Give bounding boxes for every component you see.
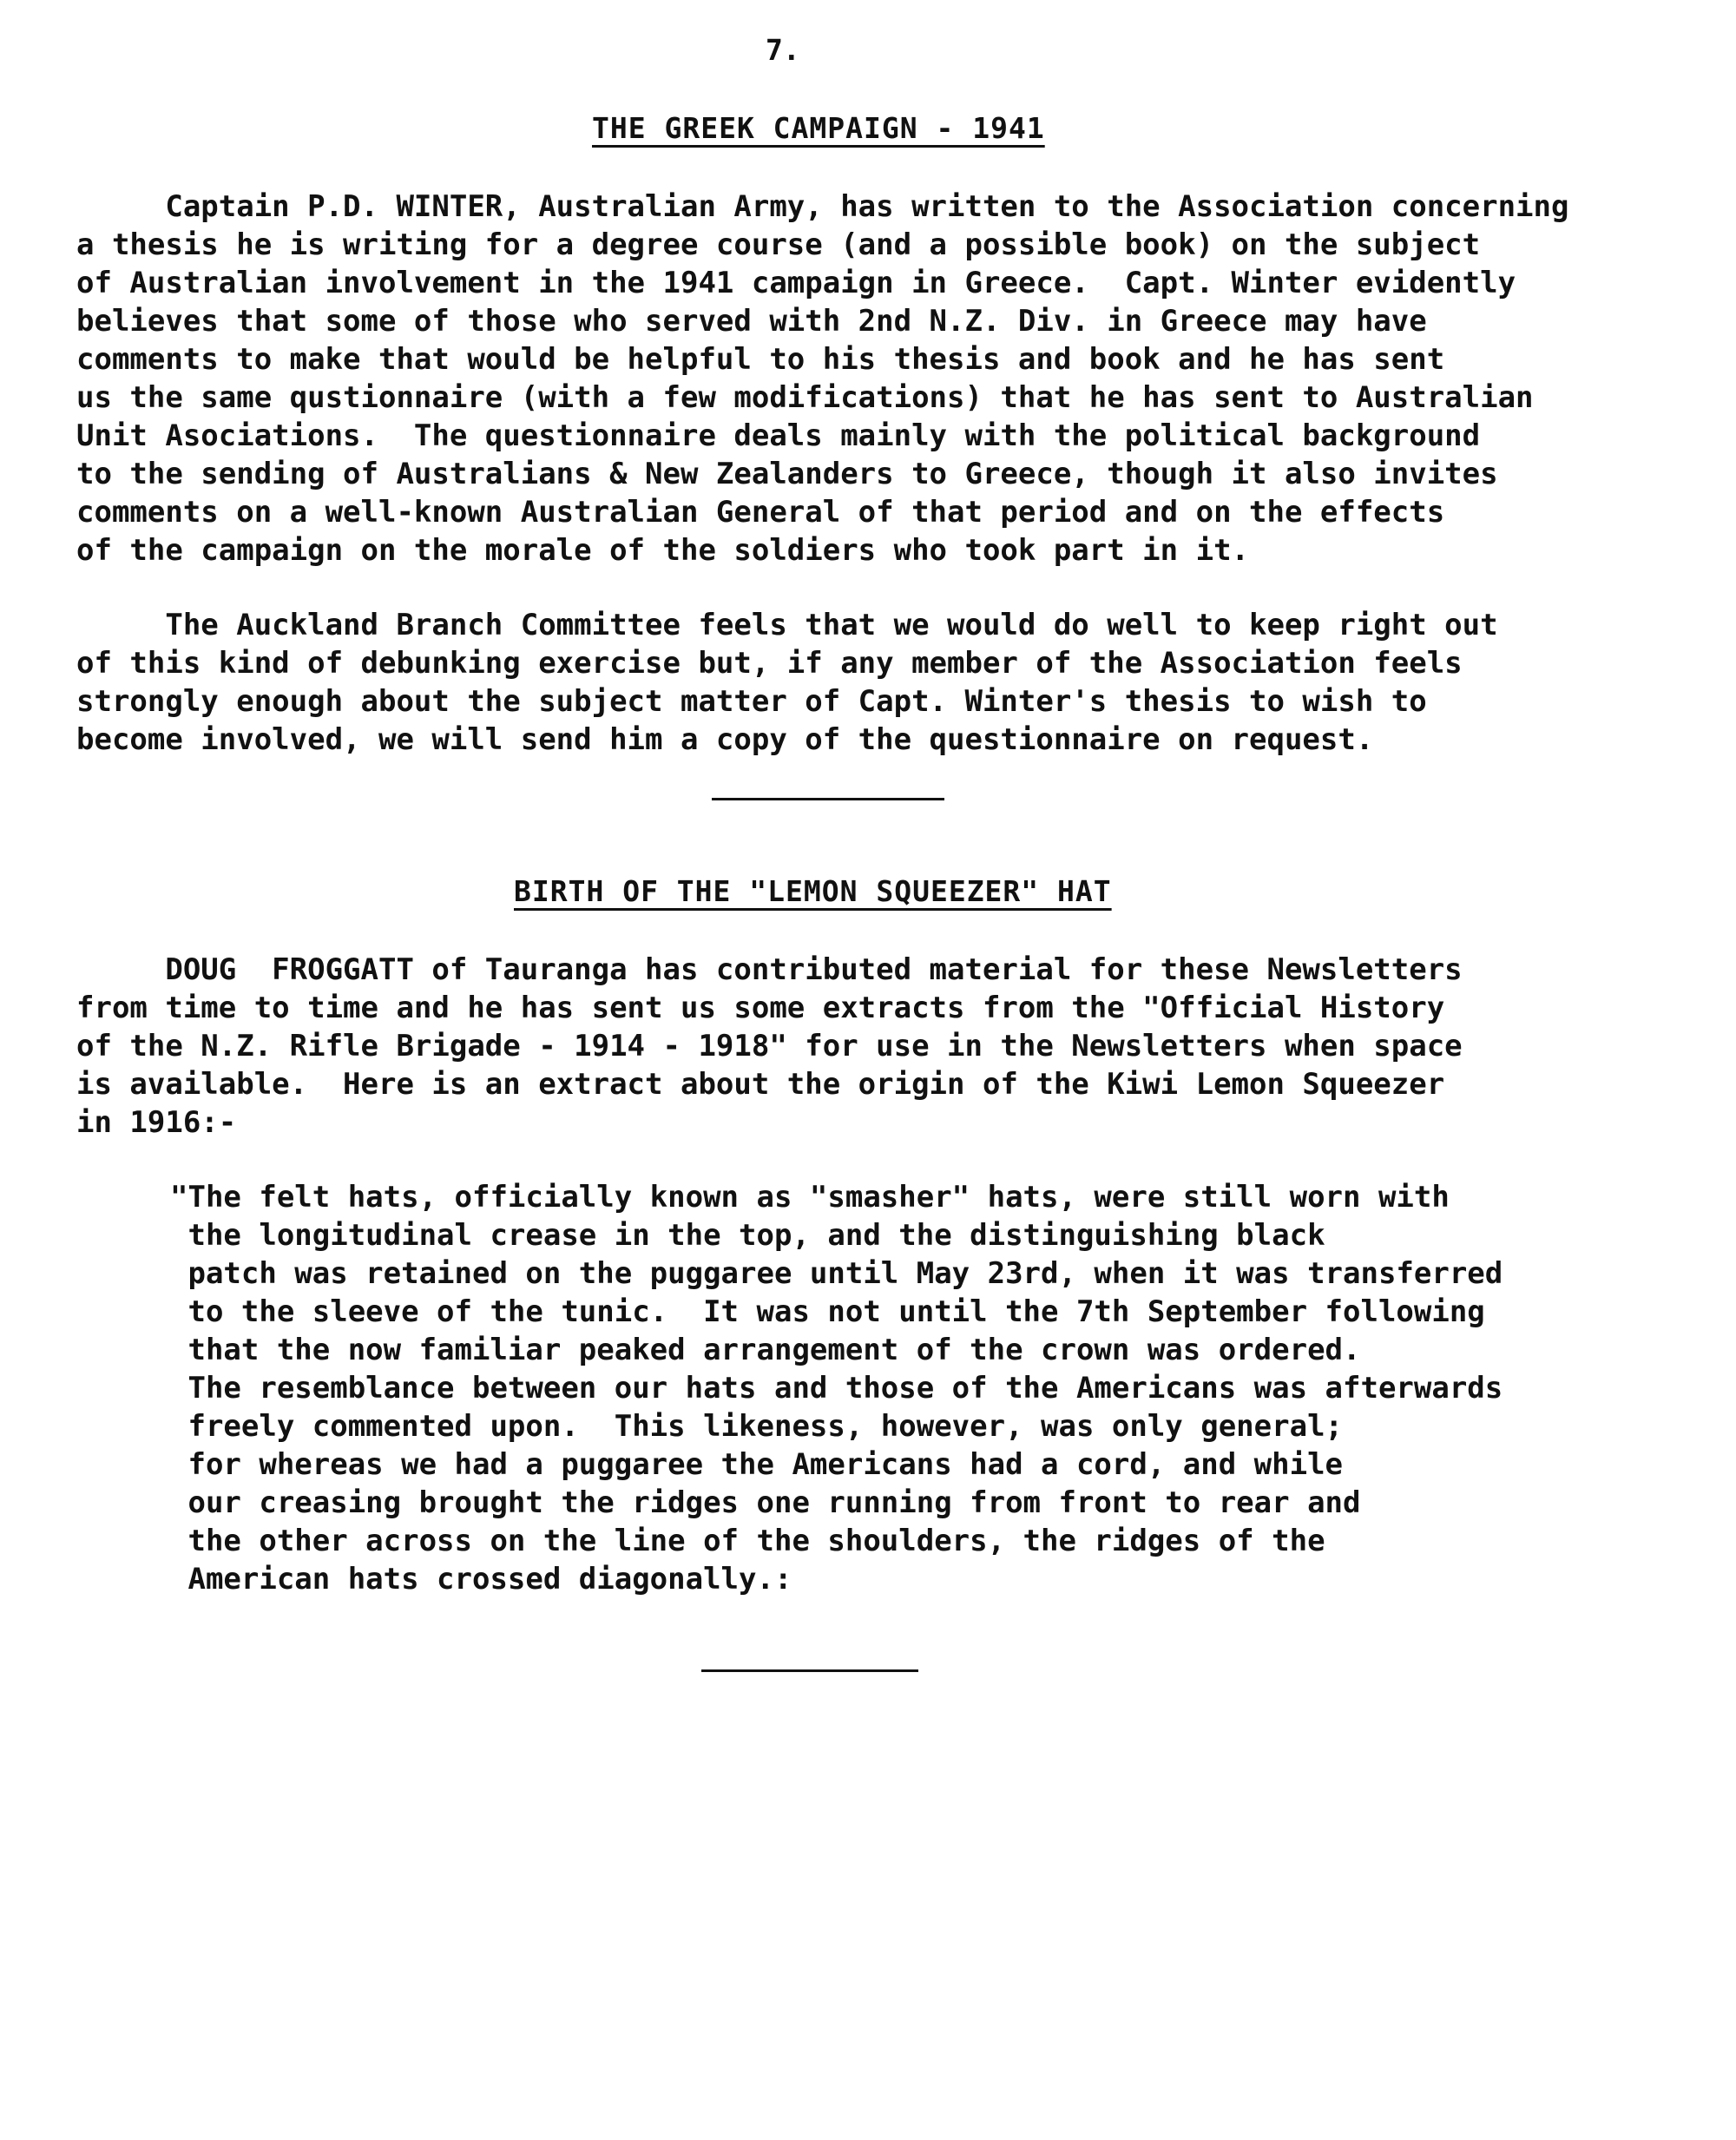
quote-line: the other across on the line of the shoulders, the ridges of the	[170, 1524, 1325, 1558]
text-line: The Auckland Branch Committee feels that we would do well to keep right out	[76, 608, 1498, 642]
text-line: comments on a well-known Australian General of that period and on the effects	[76, 495, 1445, 530]
text-line: of this kind of debunking exercise but, if any member of the Association feels	[76, 646, 1463, 681]
paragraph-froggatt-extracts	[76, 951, 1463, 1142]
quoted-extract	[170, 1178, 1503, 1598]
text-line: a thesis he is writing for a degree course (and a possible book) on the subject	[76, 227, 1481, 262]
quote-line: the longitudinal crease in the top, and the distinguishing black	[170, 1218, 1325, 1253]
text-line: DOUG FROGGATT of Tauranga has contributed material for these Newsletters	[76, 952, 1463, 987]
text-line: Captain P.D. WINTER, Australian Army, has written to the Association concerning	[76, 189, 1569, 224]
quote-line: for whereas we had a puggaree the Americans had a cord, and while	[170, 1447, 1344, 1482]
quote-line: that the now familiar peaked arrangement of the crown was ordered.	[170, 1333, 1361, 1367]
text-line: Unit Asociations. The questionnaire deals mainly with the political background	[76, 418, 1481, 453]
quote-line: patch was retained on the puggaree until May 23rd, when it was transferred	[170, 1256, 1503, 1291]
text-line: become involved, we will send him a copy of the questionnaire on request.	[76, 722, 1374, 757]
text-line: of Australian involvement in the 1941 campaign in Greece. Capt. Winter evidently	[76, 266, 1516, 300]
quote-line: American hats crossed diagonally.:	[170, 1562, 792, 1597]
section-heading-lemon-squeezer: BIRTH OF THE "LEMON SQUEEZER" HAT	[514, 874, 1112, 908]
page-number: 7.	[766, 33, 800, 67]
text-line: is available. Here is an extract about the origin of the Kiwi Lemon Squeezer	[76, 1067, 1445, 1102]
quote-line: The resemblance between our hats and those of the Americans was afterwards	[170, 1371, 1503, 1406]
text-line: to the sending of Australians & New Zealanders to Greece, though it also invites	[76, 457, 1498, 491]
section-divider	[712, 798, 944, 800]
text-line: comments to make that would be helpful to his thesis and book and he has sent	[76, 342, 1445, 377]
text-line: believes that some of those who served with 2nd N.Z. Div. in Greece may have	[76, 304, 1427, 339]
section-divider	[701, 1669, 918, 1672]
text-line: of the N.Z. Rifle Brigade - 1914 - 1918" for use in the Newsletters when space	[76, 1029, 1463, 1063]
quote-line: our creasing brought the ridges one running from front to rear and	[170, 1485, 1361, 1520]
section-heading-greek-campaign: THE GREEK CAMPAIGN - 1941	[592, 111, 1045, 145]
quote-line: to the sleeve of the tunic. It was not until the 7th September following	[170, 1294, 1485, 1329]
text-line: in 1916:-	[76, 1105, 237, 1140]
quote-line: "The felt hats, officially known as "smasher" hats, were still worn with	[170, 1180, 1450, 1215]
quote-line: freely commented upon. This likeness, however, was only general;	[170, 1409, 1344, 1444]
paragraph-winter-thesis	[76, 188, 1568, 570]
text-line: strongly enough about the subject matter of Capt. Winter's thesis to wish to	[76, 684, 1427, 719]
text-line: us the same qustionnaire (with a few modifications) that he has sent to Australian	[76, 380, 1534, 415]
text-line: from time to time and he has sent us some extracts from the "Official History	[76, 991, 1445, 1025]
paragraph-committee-view	[76, 606, 1498, 759]
text-line: of the campaign on the morale of the soldiers who took part in it.	[76, 533, 1250, 568]
